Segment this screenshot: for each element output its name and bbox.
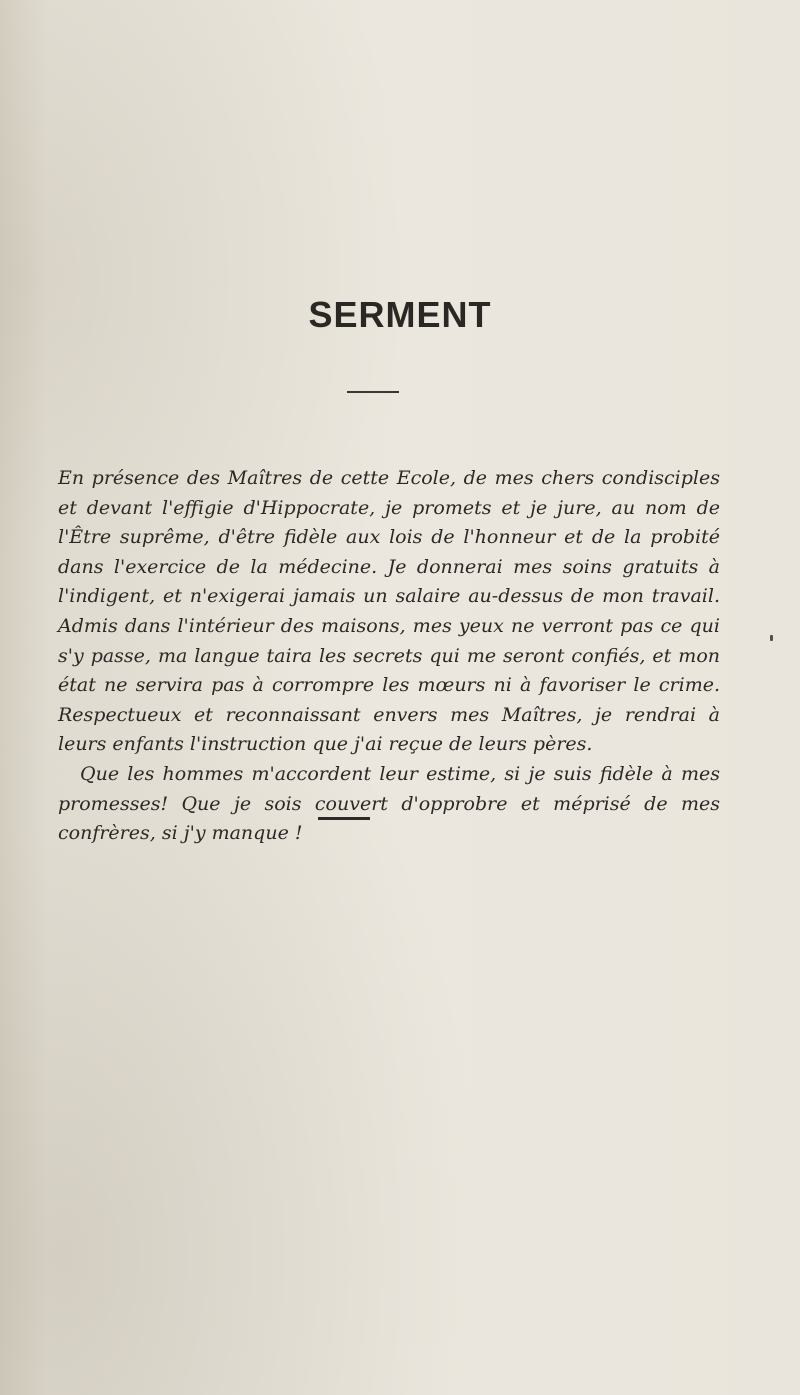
oath-text [58,464,720,849]
oath-paragraph-1: En présence des Maîtres de cette Ecole, de mes chers condisciples et devant l'effigie d'Hippocrate, je promets et je jure, au nom de l'Être suprême, d'être fidèle aux lois de l'honneur et de la probité dans l'exercice de la médecine. Je donnerai mes soins gratuits à l'indigent, et n'exigerai jamais un salaire au-dessus de mon travail. Admis dans l'intérieur des maisons, mes yeux ne verront pas ce qui s'y passe, ma langue taira les secrets qui me seront confiés, et mon état ne servira pas à corrompre les mœurs ni à favoriser le crime. Respectueux et reconnaissant envers mes Maîtres, je rendrai à leurs enfants l'instruction que j'ai reçue de leurs pères. [58,467,720,756]
closing-divider [318,817,370,820]
oath-paragraph-2: Que les hommes m'accordent leur estime, si je suis fidèle à mes promesses! Que je sois couvert d'opprobre et méprisé de mes confrères, si j'y manque ! [58,762,720,845]
margin-speck [770,635,773,641]
title-divider [347,391,399,393]
page-title: SERMENT [308,294,492,335]
